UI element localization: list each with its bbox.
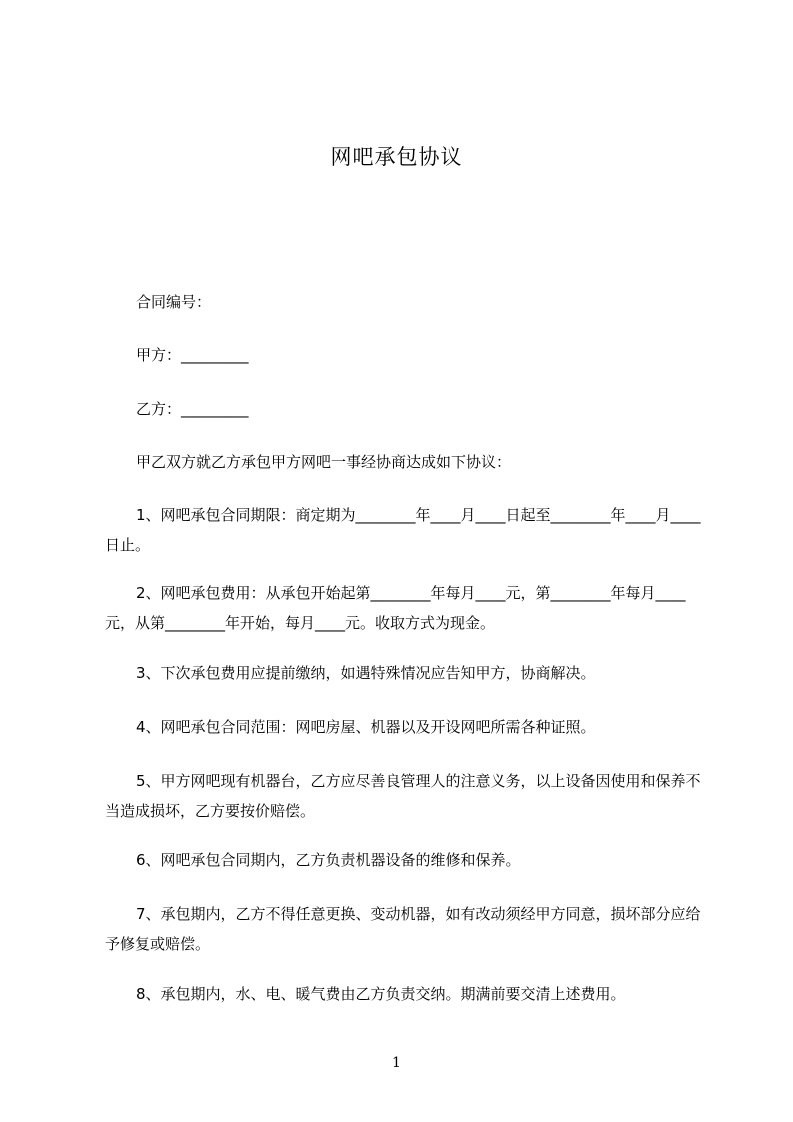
document-title: 网吧承包协议 <box>330 145 463 169</box>
clause-6: 6、网吧承包合同期内，乙方负责机器设备的维修和保养。 <box>136 851 521 869</box>
clause-7: 7、承包期内，乙方不得任意更换、变动机器，如有改动须经甲方同意，损坏部分应给予修复或赔偿。 <box>105 905 701 953</box>
clause-4: 4、网吧承包合同范围：网吧房屋、机器以及开设网吧所需各种证照。 <box>136 718 596 736</box>
intro-paragraph: 甲乙双方就乙方承包甲方网吧一事经协商达成如下协议： <box>136 453 512 471</box>
clause-2: 2、网吧承包费用：从承包开始起第________年每月____元，第________年每月____元，从第________年开始，每月____元。收取方式为现金。 <box>105 584 686 632</box>
party-b-field: 乙方：_________ <box>136 400 249 418</box>
clause-1: 1、网吧承包合同期限：商定期为________年____月____日起至________年____月____日止。 <box>105 506 701 554</box>
clause-8: 8、承包期内，水、电、暖气费由乙方负责交纳。期满前要交清上述费用。 <box>136 985 626 1003</box>
clause-5: 5、甲方网吧现有机器台，乙方应尽善良管理人的注意义务，以上设备因使用和保养不当造成损坏，乙方要按价赔偿。 <box>105 772 701 820</box>
clause-3: 3、下次承包费用应提前缴纳，如遇特殊情况应告知甲方，协商解决。 <box>136 664 596 682</box>
page-number: 1 <box>392 1055 401 1071</box>
contract-number-field: 合同编号： <box>136 293 212 311</box>
party-a-field: 甲方：_________ <box>136 346 249 364</box>
